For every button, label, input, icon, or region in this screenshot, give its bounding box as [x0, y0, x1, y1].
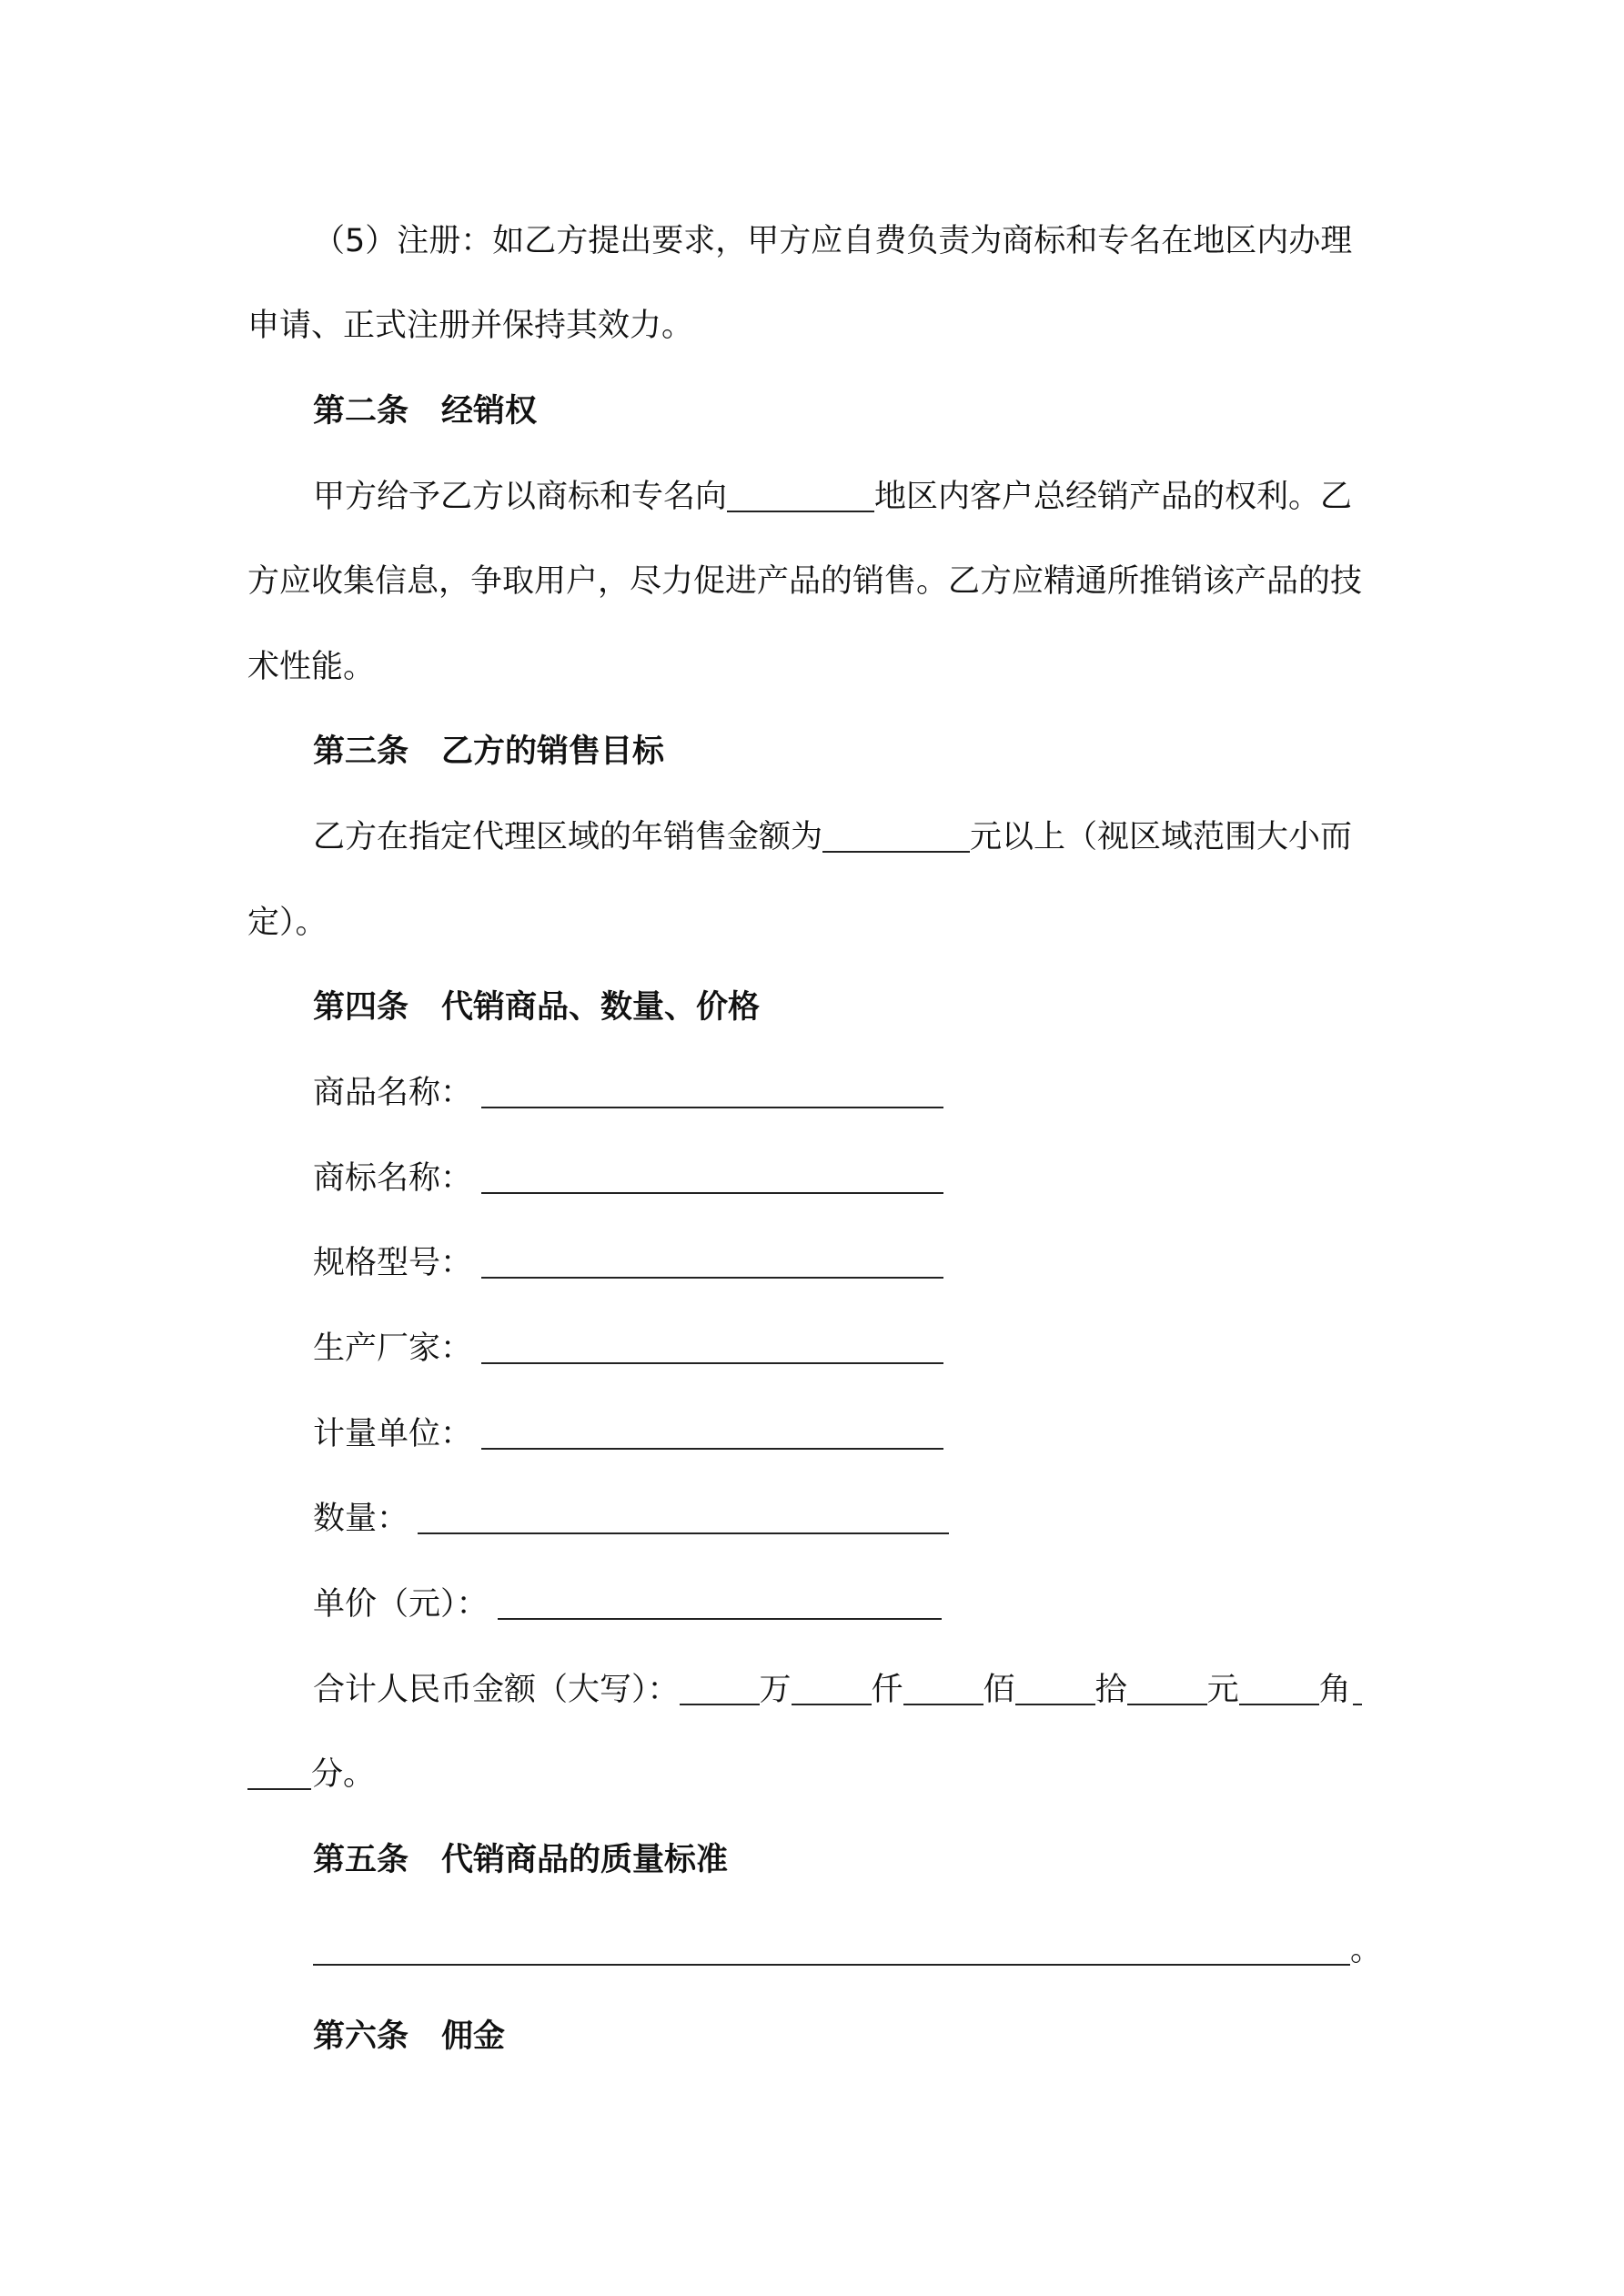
article-2-text-a: 甲方给予乙方以商标和专名向 — [313, 479, 728, 515]
article-2-number: 第二条 — [313, 393, 409, 430]
article-5-line — [313, 1927, 1459, 1973]
article-3-text-b: 元以上（视区域范围大小而 — [970, 819, 1353, 855]
wan-unit: 万 — [759, 1672, 792, 1708]
fen-unit: 分。 — [311, 1756, 376, 1793]
article-3-heading — [313, 729, 1459, 774]
bai-blank[interactable] — [903, 1673, 983, 1705]
bai-unit: 佰 — [983, 1672, 1015, 1708]
article-5-number: 第五条 — [313, 1842, 409, 1878]
article-4-number: 第四条 — [313, 989, 409, 1026]
yuan-unit: 元 — [1206, 1672, 1239, 1708]
registration-line-2 — [247, 303, 1394, 349]
trademark-name-label: 商标名称： — [313, 1160, 473, 1197]
article-3-title: 乙方的销售目标 — [441, 733, 665, 770]
trademark-name-blank[interactable] — [481, 1161, 943, 1194]
article-2-text-2: 方应收集信息，争取用户，尽力促进产品的销售。乙方应精通所推销该产品的技 — [247, 563, 1363, 600]
wan-blank[interactable] — [680, 1673, 760, 1705]
article-2-line-3 — [247, 644, 1394, 690]
article-3-text-a: 乙方在指定代理区域的年销售金额为 — [313, 819, 823, 855]
article-6-number: 第六条 — [313, 2018, 409, 2055]
article-2-text-b: 地区内客户总经销产品的权利。乙 — [874, 479, 1353, 515]
field-unit-price — [313, 1582, 1459, 1627]
field-unit — [313, 1411, 1459, 1457]
product-name-label: 商品名称： — [313, 1075, 473, 1111]
unit-label: 计量单位： — [313, 1416, 473, 1452]
qian-blank[interactable] — [792, 1673, 872, 1705]
yuan-blank[interactable] — [1127, 1673, 1207, 1705]
product-name-blank[interactable] — [481, 1076, 943, 1108]
total-amount-line-1 — [313, 1667, 1459, 1713]
quality-standard-end: 。 — [1350, 1932, 1383, 1968]
quantity-label: 数量： — [313, 1501, 409, 1537]
article-5-title: 代销商品的质量标准 — [441, 1842, 729, 1878]
article-6-title: 佣金 — [441, 2018, 506, 2055]
field-product-name — [313, 1070, 1459, 1116]
registration-text-2: 申请、正式注册并保持其效力。 — [247, 308, 694, 344]
article-2-line-1 — [313, 474, 1459, 520]
spec-model-label: 规格型号： — [313, 1245, 473, 1281]
article-2-heading — [313, 389, 1459, 434]
article-4-title: 代销商品、数量、价格 — [441, 989, 761, 1026]
manufacturer-label: 生产厂家： — [313, 1330, 473, 1367]
field-manufacturer — [313, 1326, 1459, 1371]
article-2-title: 经销权 — [441, 393, 538, 430]
article-3-number: 第三条 — [313, 733, 409, 770]
sales-amount-blank[interactable] — [822, 820, 970, 853]
article-5-heading — [313, 1837, 1459, 1883]
article-4-heading — [313, 985, 1459, 1030]
unit-price-label: 单价（元）： — [313, 1586, 489, 1623]
field-spec-model — [313, 1240, 1459, 1286]
registration-line-1 — [313, 218, 1459, 264]
article-6-heading — [313, 2014, 1459, 2059]
fen-blank[interactable] — [247, 1757, 311, 1790]
field-trademark-name — [313, 1156, 1459, 1201]
jiao-blank[interactable] — [1239, 1673, 1319, 1705]
shi-blank[interactable] — [1015, 1673, 1095, 1705]
unit-blank[interactable] — [481, 1417, 943, 1450]
qian-unit: 仟 — [871, 1672, 903, 1708]
fen-blank-start[interactable] — [1353, 1673, 1362, 1705]
article-2-line-2 — [247, 559, 1394, 604]
article-3-line-1 — [313, 814, 1459, 860]
registration-text-1: （5）注册：如乙方提出要求，甲方应自费负责为商标和专名在地区内办理 — [313, 223, 1353, 259]
unit-price-blank[interactable] — [498, 1587, 942, 1620]
total-amount-line-2 — [247, 1752, 1394, 1797]
region-blank[interactable] — [727, 480, 874, 512]
article-3-line-2 — [247, 900, 1394, 946]
field-quantity — [313, 1496, 1459, 1542]
article-3-text-2: 定）。 — [247, 905, 328, 941]
quality-standard-blank[interactable] — [313, 1933, 1350, 1966]
jiao-unit: 角 — [1318, 1672, 1351, 1708]
quantity-blank[interactable] — [418, 1502, 949, 1534]
total-amount-label: 合计人民币金额（大写）： — [313, 1672, 680, 1708]
article-2-text-3: 术性能。 — [247, 649, 376, 685]
shi-unit: 拾 — [1094, 1672, 1127, 1708]
manufacturer-blank[interactable] — [481, 1331, 943, 1364]
spec-model-blank[interactable] — [481, 1246, 943, 1279]
